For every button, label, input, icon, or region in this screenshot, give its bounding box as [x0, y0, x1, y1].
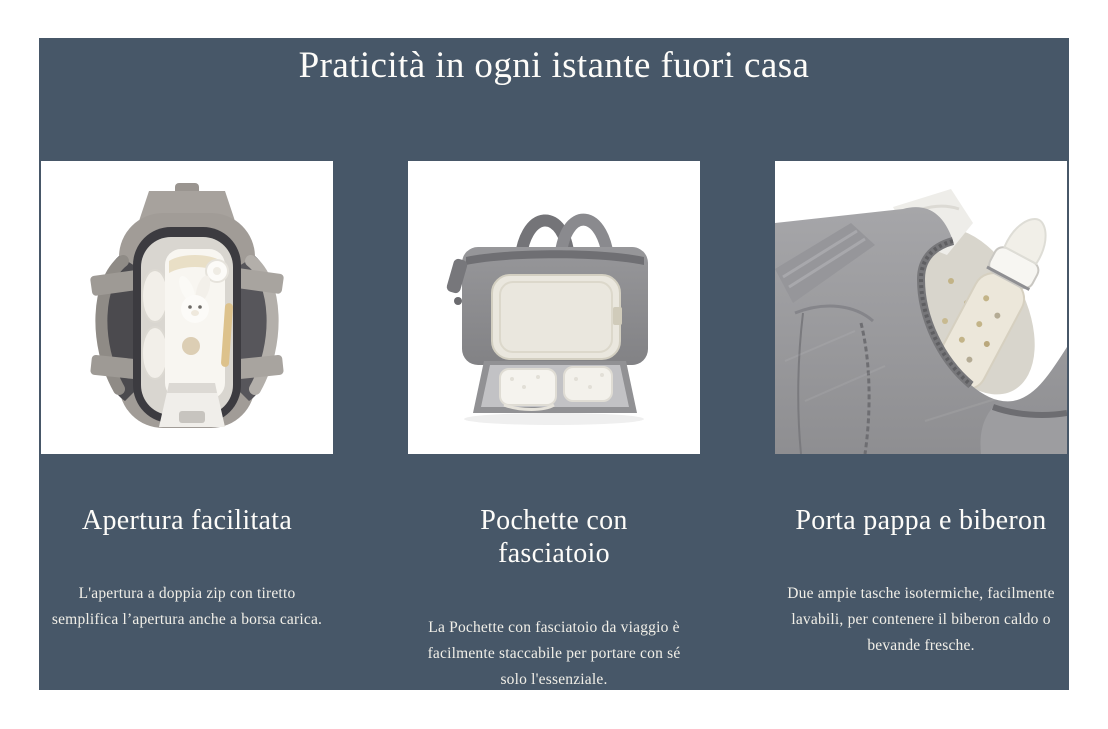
bag-front-with-changing-pochette-image	[408, 161, 700, 454]
card-description: La Pochette con fasciatoio da viaggio è facilmente staccabile per portare con sé solo l'essenziale.	[427, 618, 681, 688]
feature-section	[39, 38, 1069, 690]
feature-card-porta-pappa	[775, 161, 1067, 693]
feature-card-pochette	[408, 161, 700, 693]
insulated-side-pocket-with-baby-bottle-image	[775, 161, 1067, 454]
card-title: Pochette con fasciatoio	[480, 504, 628, 570]
open-bag-illustration	[41, 161, 333, 454]
feature-card-apertura	[41, 161, 333, 693]
card-title: Porta pappa e biberon	[795, 504, 1047, 536]
open-diaper-bag-top-view-image	[41, 161, 333, 454]
bottle-pocket-illustration	[775, 161, 1067, 454]
card-title: Apertura facilitata	[81, 504, 293, 536]
feature-cards-row	[41, 161, 1067, 693]
card-description: L'apertura a doppia zip con tiretto semplifica l’apertura anche a borsa carica.	[51, 585, 323, 629]
pochette-bag-illustration	[408, 161, 700, 454]
card-description: Due ampie tasche isotermiche, facilmente lavabili, per contenere il biberon caldo o bevande fresche.	[787, 585, 1055, 655]
section-title: Praticità in ogni istante fuori casa	[298, 45, 810, 86]
